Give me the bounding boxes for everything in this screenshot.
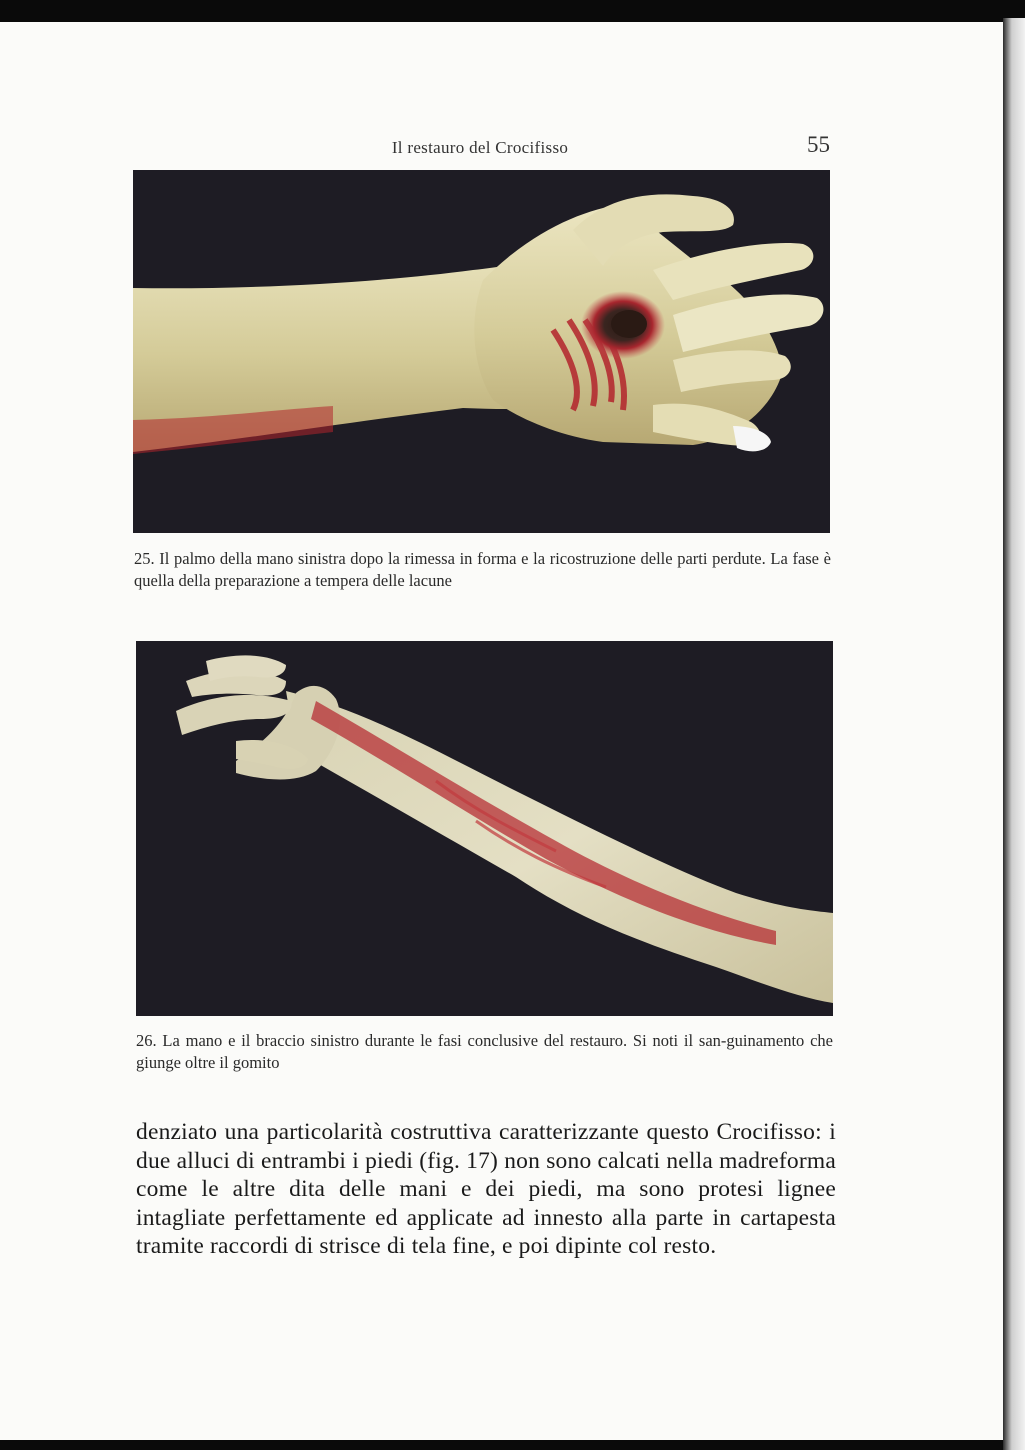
body-paragraph: denziato una particolarità costruttiva caratterizzante questo Crocifisso: i due alluci di entrambi i piedi (fig. 17) non sono calcati nella madreforma come le altre dita delle mani e dei piedi, ma sono protesi lignee intagliate perfettamente ed applicate ad innesto alla parte in cartapesta tramite raccordi di strisce di tela fine, e poi dipinte col resto. [136, 1119, 836, 1260]
running-title: Il restauro del Crocifisso [391, 138, 569, 157]
hand-palm-illustration [133, 170, 830, 533]
page-edge [1003, 18, 1025, 1450]
figure-25-photo [133, 170, 830, 533]
figure-25-caption: 25. Il palmo della mano sinistra dopo la rimessa in forma e la ricostruzione delle parti perdute. La fase è quella della preparazione a tempera delle lacune [134, 549, 831, 590]
arm-illustration [136, 641, 833, 1016]
page-number: 55 [807, 132, 830, 157]
page-header [0, 114, 1003, 157]
book-page [0, 22, 1003, 1440]
figure-26-photo [136, 641, 833, 1016]
figure-26-caption: 26. La mano e il braccio sinistro durante le fasi conclusive del restauro. Si noti il san-guinamento che giunge oltre il gomito [136, 1031, 833, 1072]
